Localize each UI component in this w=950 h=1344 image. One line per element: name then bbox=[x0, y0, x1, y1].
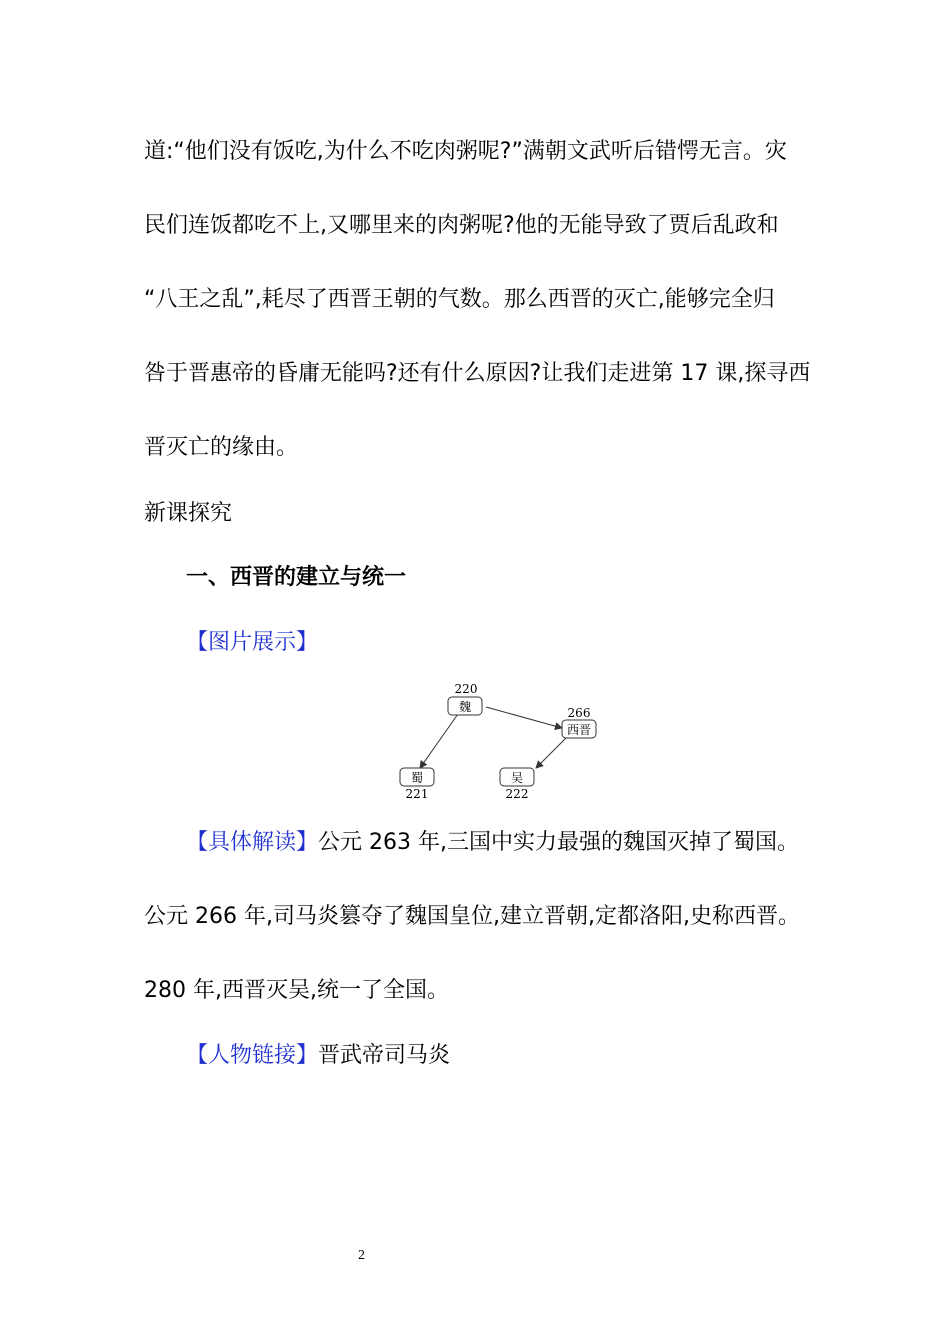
dynasty-diagram bbox=[380, 676, 620, 806]
paragraph-line-2: 民们连饭都吃不上,又哪里来的肉粥呢?他的无能导致了贾后乱政和 bbox=[144, 213, 779, 238]
node-xijin-year: 266 bbox=[567, 706, 591, 720]
reading-tag: 【具体解读】 bbox=[186, 830, 319, 855]
node-shu-year: 221 bbox=[405, 787, 429, 801]
reading-text-1: 公元 263 年,三国中实力最强的魏国灭掉了蜀国。 bbox=[318, 830, 799, 855]
section-label: 新课探究 bbox=[144, 501, 233, 526]
picture-tag: 【图片展示】 bbox=[186, 630, 319, 655]
node-wu-label: 吴 bbox=[510, 771, 524, 785]
section-heading: 一、西晋的建立与统一 bbox=[186, 565, 407, 590]
reading-paragraph-line-3: 280 年,西晋灭吴,统一了全国。 bbox=[144, 978, 449, 1003]
person-tag: 【人物链接】 bbox=[186, 1043, 319, 1068]
arrow-wei-to-xijin bbox=[486, 707, 562, 728]
node-shu-label: 蜀 bbox=[410, 771, 424, 785]
reading-paragraph-line-2: 公元 266 年,司马炎篡夺了魏国皇位,建立晋朝,定都洛阳,史称西晋。 bbox=[144, 904, 800, 929]
paragraph-line-5: 晋灭亡的缘由。 bbox=[144, 435, 299, 460]
arrow-wei-to-shu bbox=[420, 714, 458, 768]
node-wu-year: 222 bbox=[505, 787, 529, 801]
arrow-xijin-to-wu bbox=[536, 738, 566, 768]
node-wei-year: 220 bbox=[454, 682, 478, 696]
page-number: 2 bbox=[358, 1248, 365, 1263]
node-wei-label: 魏 bbox=[458, 700, 472, 714]
paragraph-line-1: 道:“他们没有饭吃,为什么不吃肉粥呢?”满朝文武听后错愕无言。灾 bbox=[144, 139, 787, 164]
node-xijin-label: 西晋 bbox=[566, 723, 592, 737]
reading-paragraph-line-1 bbox=[186, 828, 799, 858]
person-link-line bbox=[186, 1041, 450, 1071]
paragraph-line-3: “八王之乱”,耗尽了西晋王朝的气数。那么西晋的灭亡,能够完全归 bbox=[144, 287, 775, 312]
paragraph-line-4: 咎于晋惠帝的昏庸无能吗?还有什么原因?让我们走进第 17 课,探寻西 bbox=[144, 361, 811, 386]
person-name: 晋武帝司马炎 bbox=[318, 1043, 451, 1068]
